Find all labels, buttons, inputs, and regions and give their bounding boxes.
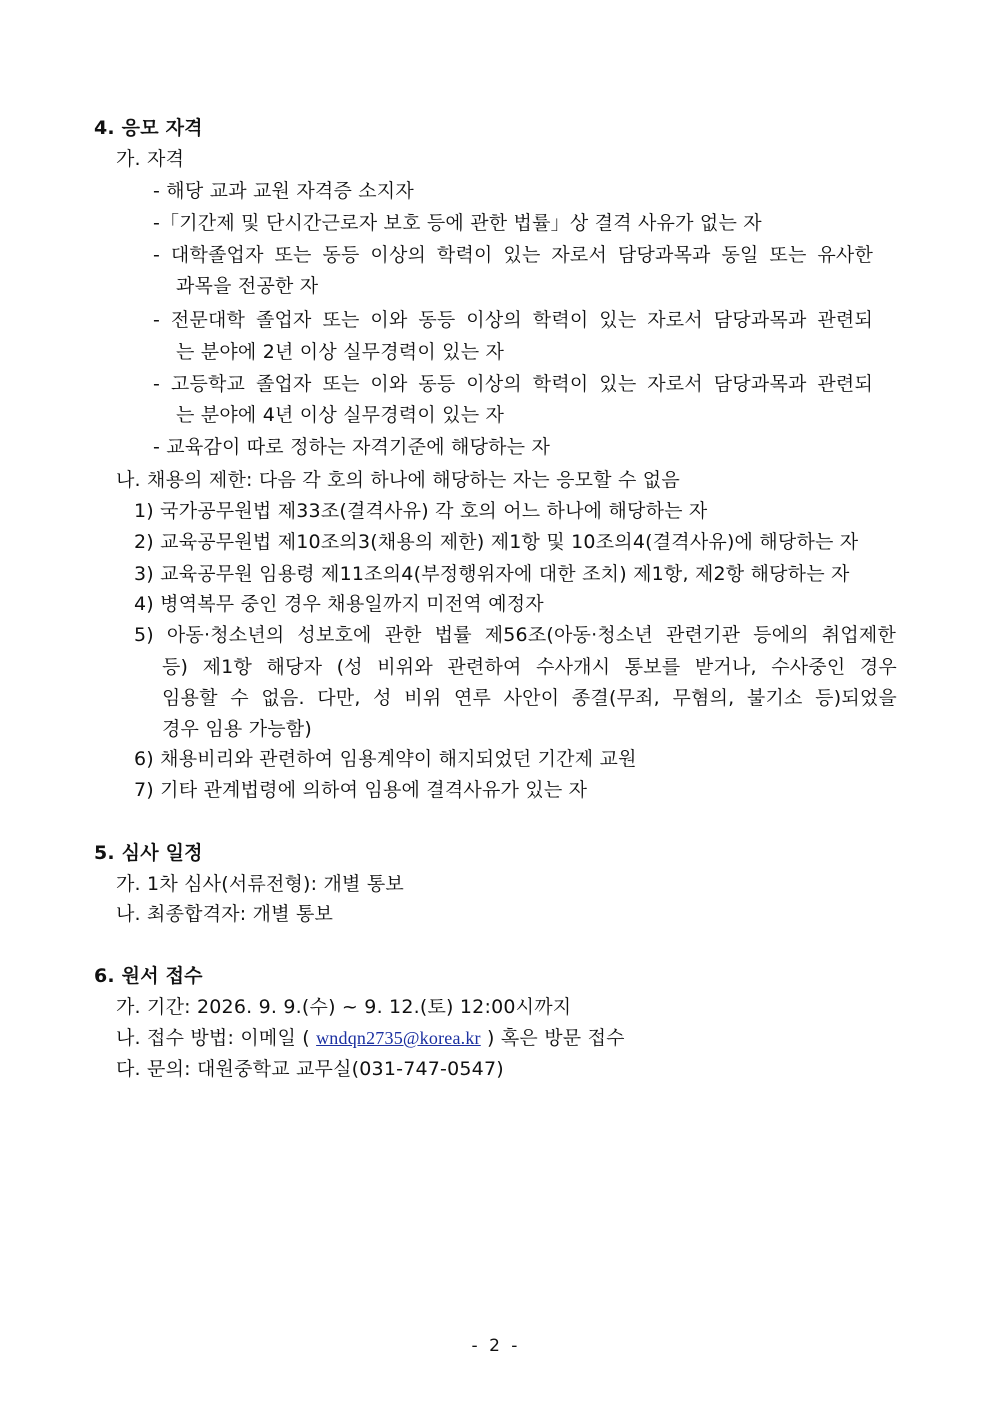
restriction-continuation: 등) 제1항 해당자 (성 비위와 관련하여 수사개시 통보를 받거나, 수사중인 경우 xyxy=(162,656,897,678)
email-link[interactable]: wndqn2735@korea.kr xyxy=(316,1028,481,1048)
page-number: - 2 - xyxy=(471,1336,521,1356)
section6-na xyxy=(116,1024,625,1052)
section6-da: 다. 문의: 대원중학교 교무실(031-747-0547) xyxy=(116,1058,504,1080)
bullet-continuation: 는 분야에 2년 이상 실무경력이 있는 자 xyxy=(176,341,505,363)
bullet-item: - 대학졸업자 또는 동등 이상의 학력이 있는 자로서 담당과목과 동일 또는 유사한 xyxy=(153,244,873,266)
bullet-item: -「기간제 및 단시간근로자 보호 등에 관한 법률」상 결격 사유가 없는 자 xyxy=(153,212,762,234)
section6-heading: 6. 원서 접수 xyxy=(94,965,203,987)
section6-ga: 가. 기간: 2026. 9. 9.(수) ~ 9. 12.(토) 12:00시까지 xyxy=(116,996,572,1018)
section6-na-prefix: 나. 접수 방법: 이메일 ( xyxy=(116,1027,310,1049)
restriction-item: 2) 교육공무원법 제10조의3(채용의 제한) 제1항 및 10조의4(결격사유)에 해당하는 자 xyxy=(134,531,859,553)
section5-ga: 가. 1차 심사(서류전형): 개별 통보 xyxy=(116,873,404,895)
bullet-item: - 교육감이 따로 정하는 자격기준에 해당하는 자 xyxy=(153,436,551,458)
restriction-item: 4) 병역복무 중인 경우 채용일까지 미전역 예정자 xyxy=(134,593,544,615)
section5-heading: 5. 심사 일정 xyxy=(94,842,203,864)
bullet-item: - 전문대학 졸업자 또는 이와 동등 이상의 학력이 있는 자로서 담당과목과 관련되 xyxy=(153,309,873,331)
section4-na: 나. 채용의 제한: 다음 각 호의 하나에 해당하는 자는 응모할 수 없음 xyxy=(116,469,680,491)
restriction-item: 6) 채용비리와 관련하여 임용계약이 해지되었던 기간제 교원 xyxy=(134,748,637,770)
restriction-item: 5) 아동·청소년의 성보호에 관한 법률 제56조(아동·청소년 관련기관 등에의 취업제한 xyxy=(134,624,896,646)
restriction-item: 7) 기타 관계법령에 의하여 임용에 결격사유가 있는 자 xyxy=(134,779,588,801)
bullet-item: - 해당 교과 교원 자격증 소지자 xyxy=(153,180,414,202)
bullet-continuation: 과목을 전공한 자 xyxy=(176,275,319,297)
restriction-continuation: 임용할 수 없음. 다만, 성 비위 연루 사안이 종결(무죄, 무혐의, 불기소 등)되었을 xyxy=(162,687,897,709)
bullet-item: - 고등학교 졸업자 또는 이와 동등 이상의 학력이 있는 자로서 담당과목과 관련되 xyxy=(153,373,873,395)
section5-na: 나. 최종합격자: 개별 통보 xyxy=(116,903,334,925)
restriction-item: 3) 교육공무원 임용령 제11조의4(부정행위자에 대한 조치) 제1항, 제2항 해당하는 자 xyxy=(134,563,850,585)
section4-ga: 가. 자격 xyxy=(116,148,185,170)
section6-na-suffix: ) 혹은 방문 접수 xyxy=(487,1027,625,1049)
restriction-continuation: 경우 임용 가능함) xyxy=(162,718,312,740)
section4-heading: 4. 응모 자격 xyxy=(94,117,203,139)
bullet-continuation: 는 분야에 4년 이상 실무경력이 있는 자 xyxy=(176,404,505,426)
restriction-item: 1) 국가공무원법 제33조(결격사유) 각 호의 어느 하나에 해당하는 자 xyxy=(134,500,708,522)
